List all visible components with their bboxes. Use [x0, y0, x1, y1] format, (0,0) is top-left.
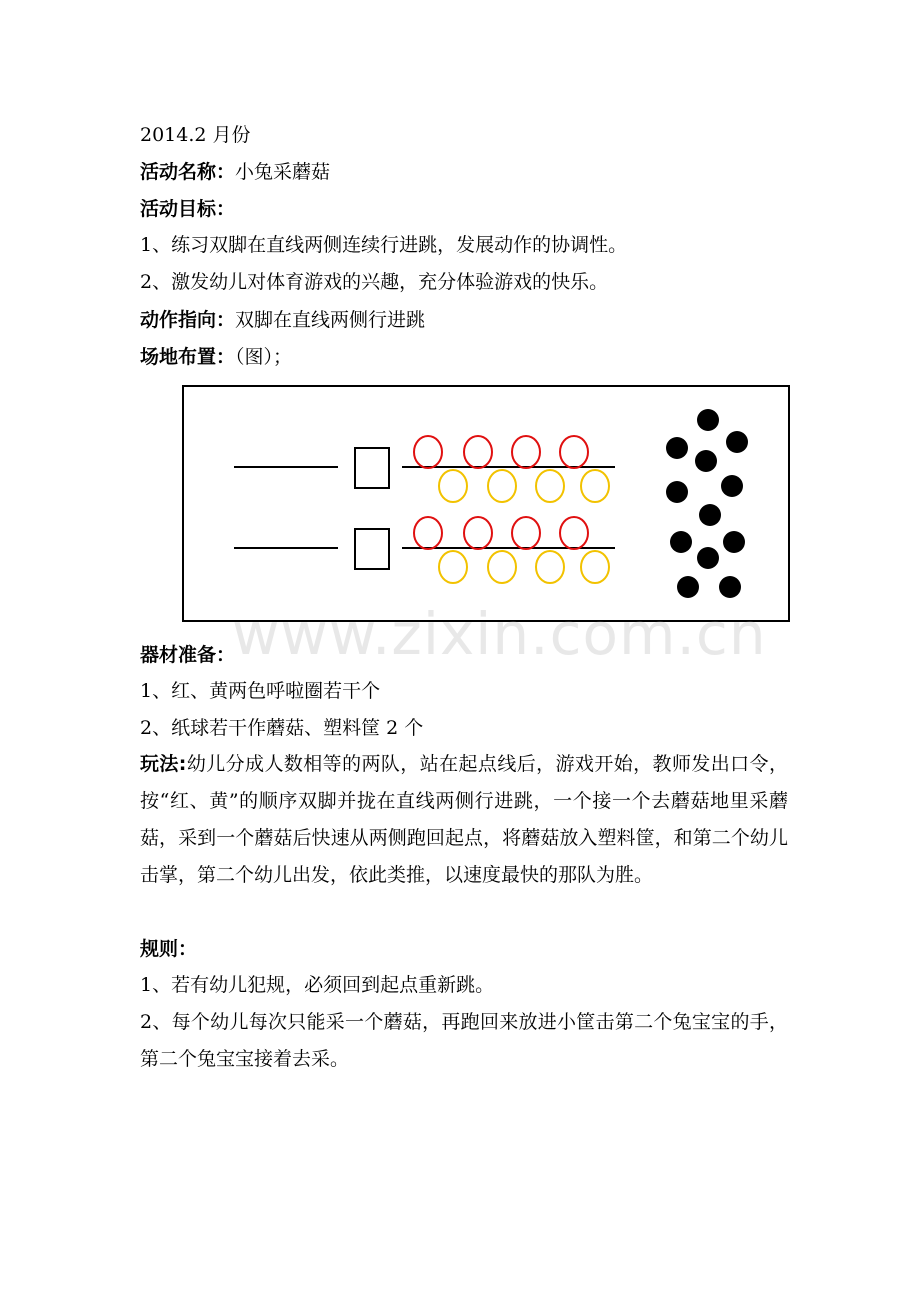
mushroom	[726, 431, 748, 453]
goal-item-2: 2、激发幼儿对体育游戏的兴趣，充分体验游戏的快乐。	[140, 271, 609, 293]
mushroom	[666, 481, 688, 503]
rule-item-2-block	[140, 1004, 788, 1078]
mushroom	[666, 437, 688, 459]
red-hoop	[414, 517, 442, 549]
materials-heading: 器材准备：	[140, 644, 236, 666]
action-guide-label: 动作指向：	[140, 309, 236, 331]
mushroom	[697, 547, 719, 569]
activity-name-value: 小兔采蘑菇	[235, 161, 331, 183]
basket	[355, 529, 389, 569]
red-hoop	[464, 517, 492, 549]
yellow-hoop	[488, 470, 516, 502]
red-hoop	[512, 517, 540, 549]
yellow-hoop	[439, 470, 467, 502]
site-layout-label: 场地布置：	[140, 346, 236, 368]
mushroom	[721, 475, 743, 497]
material-item-2: 2、纸球若干作蘑菇、塑料筐 2 个	[140, 717, 424, 739]
yellow-hoop	[581, 551, 609, 583]
site-layout-diagram	[182, 385, 790, 622]
mushroom	[719, 576, 741, 598]
mushroom	[697, 409, 719, 431]
red-hoop	[414, 436, 442, 468]
play-section	[140, 746, 788, 894]
lanes	[234, 436, 615, 583]
mushroom	[670, 531, 692, 553]
mushroom	[677, 576, 699, 598]
play-label: 玩法:	[140, 753, 187, 775]
rule-item-2: 2、每个幼儿每次只能采一个蘑菇，再跑回来放进小筐击第二个兔宝宝的手，第二个兔宝宝接着去采。	[140, 1011, 788, 1070]
rule-item-1: 1、若有幼儿犯规，必须回到起点重新跳。	[140, 974, 495, 996]
date-line: 2014.2 月份	[140, 124, 251, 146]
red-hoop	[512, 436, 540, 468]
yellow-hoop	[536, 551, 564, 583]
red-hoop	[464, 436, 492, 468]
play-text: 幼儿分成人数相等的两队，站在起点线后，游戏开始，教师发出口令，按“红、黄”的顺序双脚并拢在直线两侧行进跳，一个接一个去蘑菇地里采蘑菇，采到一个蘑菇后快速从两侧跑回起点，将蘑菇放入塑料筐，和第二个幼儿击掌，第二个幼儿出发，依此类推，以速度最快的那队为胜。	[140, 753, 788, 886]
goal-item-1: 1、练习双脚在直线两侧连续行进跳，发展动作的协调性。	[140, 234, 628, 256]
activity-name	[140, 160, 330, 184]
action-guide-value: 双脚在直线两侧行进跳	[235, 309, 426, 331]
site-layout-value: （图）；	[235, 346, 293, 368]
mushroom	[699, 504, 721, 526]
yellow-hoop	[488, 551, 516, 583]
watermark: www.zixin.com.cn	[232, 600, 767, 668]
yellow-hoop	[581, 470, 609, 502]
basket	[355, 448, 389, 488]
mushroom-field	[666, 409, 748, 598]
yellow-hoop	[536, 470, 564, 502]
mushroom	[723, 531, 745, 553]
site-layout	[140, 345, 292, 369]
activity-name-label: 活动名称：	[140, 161, 236, 183]
mushroom	[695, 450, 717, 472]
action-guide	[140, 308, 425, 332]
material-item-1: 1、红、黄两色呼啦圈若干个	[140, 680, 381, 702]
goals-heading: 活动目标：	[140, 198, 236, 220]
red-hoop	[560, 517, 588, 549]
red-hoop	[560, 436, 588, 468]
rules-heading: 规则：	[140, 938, 198, 960]
yellow-hoop	[439, 551, 467, 583]
